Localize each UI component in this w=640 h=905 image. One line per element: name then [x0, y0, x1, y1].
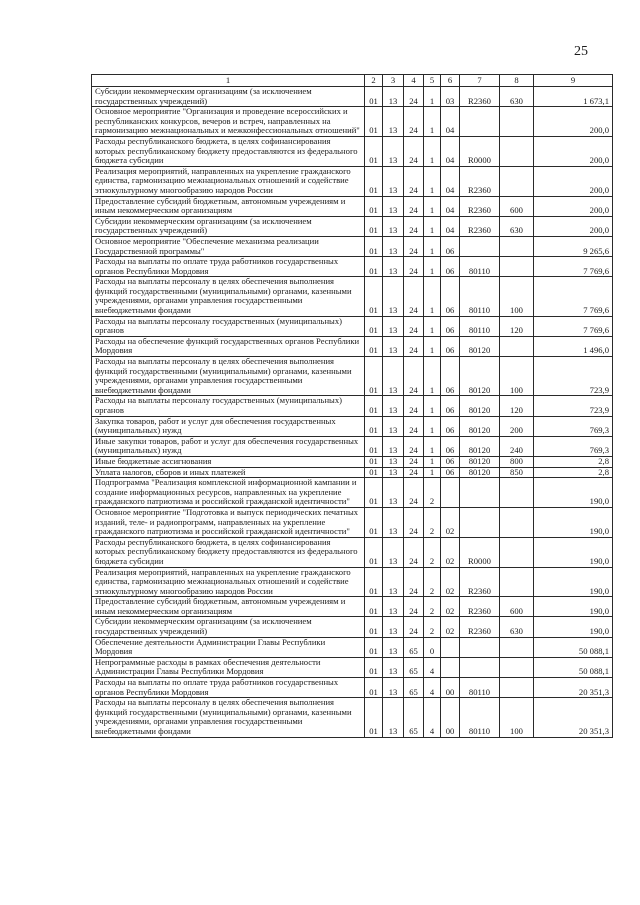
code-direction: R2360 — [460, 87, 500, 107]
table-row — [92, 87, 613, 107]
code-program: 24 — [404, 396, 424, 416]
code-section: 01 — [365, 597, 383, 617]
table-row — [92, 336, 613, 356]
code-program: 65 — [404, 678, 424, 698]
table-row — [92, 136, 613, 166]
table-row — [92, 698, 613, 737]
code-event: 03 — [441, 87, 460, 107]
code-subsection: 13 — [383, 657, 404, 677]
code-subprogram: 1 — [424, 216, 441, 236]
amount: 200,0 — [534, 107, 613, 137]
code-program: 24 — [404, 196, 424, 216]
header-cell: 5 — [424, 75, 441, 87]
amount: 7 769,6 — [534, 257, 613, 277]
amount: 1 673,1 — [534, 87, 613, 107]
code-direction: 80110 — [460, 698, 500, 737]
item-name: Закупка товаров, работ и услуг для обеспечения государственных (муниципальных) нужд — [92, 416, 365, 436]
code-direction: R2360 — [460, 567, 500, 597]
amount: 200,0 — [534, 216, 613, 236]
code-program: 24 — [404, 136, 424, 166]
header-cell: 6 — [441, 75, 460, 87]
item-name: Субсидии некоммерческим организациям (за исключением государственных учреждений) — [92, 87, 365, 107]
code-program: 24 — [404, 416, 424, 436]
code-subsection: 13 — [383, 436, 404, 456]
code-direction: 80110 — [460, 277, 500, 316]
amount: 2,8 — [534, 456, 613, 467]
code-subsection: 13 — [383, 316, 404, 336]
header-cell: 2 — [365, 75, 383, 87]
amount: 723,9 — [534, 357, 613, 396]
code-program: 24 — [404, 316, 424, 336]
code-program: 24 — [404, 478, 424, 508]
code-event: 02 — [441, 597, 460, 617]
code-expense-type: 800 — [500, 456, 534, 467]
code-subsection: 13 — [383, 166, 404, 196]
code-subsection: 13 — [383, 357, 404, 396]
code-program: 24 — [404, 257, 424, 277]
code-program: 24 — [404, 567, 424, 597]
code-program: 65 — [404, 698, 424, 737]
code-section: 01 — [365, 467, 383, 478]
table-row — [92, 567, 613, 597]
table-row — [92, 196, 613, 216]
item-name: Расходы республиканского бюджета, в целях софинансирования которых республиканскому бюджету предоставляются из федерального бюджета субсидии — [92, 136, 365, 166]
code-expense-type: 240 — [500, 436, 534, 456]
code-subsection: 13 — [383, 537, 404, 567]
code-event: 00 — [441, 698, 460, 737]
code-direction — [460, 657, 500, 677]
item-name: Реализация мероприятий, направленных на укрепление гражданского единства, гармонизацию межнациональных отношений и содействие этнокультурному многообразию народов России — [92, 166, 365, 196]
amount: 20 351,3 — [534, 678, 613, 698]
code-section: 01 — [365, 257, 383, 277]
amount: 190,0 — [534, 617, 613, 637]
code-subsection: 13 — [383, 107, 404, 137]
code-subprogram: 2 — [424, 567, 441, 597]
item-name: Основное мероприятие "Подготовка и выпуск периодических печатных изданий, теле- и радиопрограмм, направленных на укрепление гражданского патриотизма и российской гражданской идентичности" — [92, 507, 365, 537]
amount: 50 088,1 — [534, 657, 613, 677]
amount: 190,0 — [534, 507, 613, 537]
item-name: Расходы на выплаты персоналу в целях обеспечения выполнения функций государственными (муниципальными) органами, казенными учреждениями, органами управления государственными внебюджетными фондами — [92, 277, 365, 316]
table-row — [92, 597, 613, 617]
code-program: 24 — [404, 456, 424, 467]
code-subprogram: 2 — [424, 617, 441, 637]
code-program: 24 — [404, 277, 424, 316]
code-subprogram: 1 — [424, 336, 441, 356]
code-expense-type — [500, 336, 534, 356]
amount: 200,0 — [534, 196, 613, 216]
code-section: 01 — [365, 567, 383, 597]
code-expense-type: 630 — [500, 87, 534, 107]
table-row — [92, 637, 613, 657]
code-direction: R2360 — [460, 166, 500, 196]
code-subsection: 13 — [383, 277, 404, 316]
code-subsection: 13 — [383, 567, 404, 597]
code-program: 24 — [404, 597, 424, 617]
code-expense-type: 600 — [500, 597, 534, 617]
code-expense-type: 100 — [500, 698, 534, 737]
item-name: Расходы на выплаты персоналу государственных (муниципальных) органов — [92, 316, 365, 336]
code-expense-type — [500, 257, 534, 277]
item-name: Непрограммные расходы в рамках обеспечения деятельности Администрации Главы Республики Мордовия — [92, 657, 365, 677]
code-direction: 80120 — [460, 436, 500, 456]
code-subprogram: 4 — [424, 678, 441, 698]
code-expense-type — [500, 567, 534, 597]
code-expense-type — [500, 678, 534, 698]
code-event: 04 — [441, 107, 460, 137]
code-direction: R0000 — [460, 136, 500, 166]
table-row — [92, 657, 613, 677]
amount: 190,0 — [534, 537, 613, 567]
item-name: Расходы на выплаты персоналу в целях обеспечения выполнения функций государственными (муниципальными) органами, казенными учреждениями, органами управления государственными внебюджетными фондами — [92, 698, 365, 737]
code-event: 02 — [441, 617, 460, 637]
code-event: 06 — [441, 357, 460, 396]
code-section: 01 — [365, 416, 383, 436]
code-section: 01 — [365, 617, 383, 637]
code-event: 02 — [441, 537, 460, 567]
code-subprogram: 2 — [424, 478, 441, 508]
code-direction: R2360 — [460, 597, 500, 617]
code-direction — [460, 107, 500, 137]
code-event: 02 — [441, 567, 460, 597]
code-event — [441, 478, 460, 508]
code-subprogram: 0 — [424, 637, 441, 657]
code-program: 24 — [404, 236, 424, 256]
code-section: 01 — [365, 657, 383, 677]
code-section: 01 — [365, 316, 383, 336]
code-subprogram: 1 — [424, 416, 441, 436]
code-section: 01 — [365, 537, 383, 567]
code-subsection: 13 — [383, 87, 404, 107]
code-subprogram: 2 — [424, 537, 441, 567]
code-subsection: 13 — [383, 456, 404, 467]
code-subsection: 13 — [383, 637, 404, 657]
amount: 7 769,6 — [534, 316, 613, 336]
code-section: 01 — [365, 698, 383, 737]
code-expense-type: 600 — [500, 196, 534, 216]
code-program: 65 — [404, 637, 424, 657]
code-subprogram: 4 — [424, 657, 441, 677]
table-row — [92, 216, 613, 236]
code-program: 24 — [404, 87, 424, 107]
item-name: Реализация мероприятий, направленных на укрепление гражданского единства, гармонизацию межнациональных отношений и содействие этнокультурному многообразию народов России — [92, 567, 365, 597]
table-row — [92, 478, 613, 508]
code-direction: 80120 — [460, 357, 500, 396]
code-direction: 80120 — [460, 467, 500, 478]
header-cell: 9 — [534, 75, 613, 87]
table-row — [92, 236, 613, 256]
table-row — [92, 537, 613, 567]
code-section: 01 — [365, 436, 383, 456]
code-subprogram: 1 — [424, 436, 441, 456]
amount: 190,0 — [534, 597, 613, 617]
code-direction: 80110 — [460, 257, 500, 277]
code-subsection: 13 — [383, 678, 404, 698]
code-subprogram: 1 — [424, 87, 441, 107]
code-event: 06 — [441, 396, 460, 416]
code-event: 06 — [441, 416, 460, 436]
code-program: 65 — [404, 657, 424, 677]
code-event — [441, 657, 460, 677]
item-name: Расходы на выплаты персоналу государственных (муниципальных) органов — [92, 396, 365, 416]
amount: 200,0 — [534, 136, 613, 166]
code-program: 24 — [404, 507, 424, 537]
code-event — [441, 637, 460, 657]
code-expense-type — [500, 478, 534, 508]
item-name: Расходы на выплаты по оплате труда работников государственных органов Республики Мордовия — [92, 678, 365, 698]
code-subprogram: 1 — [424, 456, 441, 467]
code-direction: 80110 — [460, 316, 500, 336]
code-direction: R2360 — [460, 196, 500, 216]
code-section: 01 — [365, 87, 383, 107]
code-event: 04 — [441, 216, 460, 236]
code-direction: R2360 — [460, 617, 500, 637]
table-row — [92, 467, 613, 478]
code-subsection: 13 — [383, 196, 404, 216]
code-subsection: 13 — [383, 236, 404, 256]
code-direction: 80120 — [460, 456, 500, 467]
code-expense-type: 100 — [500, 277, 534, 316]
code-section: 01 — [365, 216, 383, 236]
amount: 7 769,6 — [534, 277, 613, 316]
code-section: 01 — [365, 396, 383, 416]
code-subsection: 13 — [383, 416, 404, 436]
item-name: Расходы на обеспечение функций государственных органов Республики Мордовия — [92, 336, 365, 356]
code-subsection: 13 — [383, 507, 404, 537]
code-program: 24 — [404, 357, 424, 396]
code-section: 01 — [365, 678, 383, 698]
item-name: Подпрограмма "Реализация комплексной информационной кампании и создание информационных ресурсов, направленных на укрепление гражданского патриотизма и российской гражданской идентичности" — [92, 478, 365, 508]
table-row — [92, 456, 613, 467]
header-cell: 1 — [92, 75, 365, 87]
code-section: 01 — [365, 277, 383, 316]
item-name: Иные закупки товаров, работ и услуг для обеспечения государственных (муниципальных) нужд — [92, 436, 365, 456]
table-row — [92, 436, 613, 456]
code-subprogram: 1 — [424, 257, 441, 277]
item-name: Уплата налогов, сборов и иных платежей — [92, 467, 365, 478]
amount: 1 496,0 — [534, 336, 613, 356]
code-event: 04 — [441, 196, 460, 216]
code-subsection: 13 — [383, 617, 404, 637]
table-row — [92, 617, 613, 637]
budget-table — [91, 74, 613, 738]
code-direction: 80120 — [460, 336, 500, 356]
item-name: Субсидии некоммерческим организациям (за исключением государственных учреждений) — [92, 617, 365, 637]
code-subsection: 13 — [383, 136, 404, 166]
code-section: 01 — [365, 456, 383, 467]
header-row — [92, 75, 613, 87]
amount: 50 088,1 — [534, 637, 613, 657]
code-expense-type — [500, 107, 534, 137]
code-subprogram: 2 — [424, 507, 441, 537]
code-subsection: 13 — [383, 257, 404, 277]
code-subsection: 13 — [383, 467, 404, 478]
amount: 769,3 — [534, 416, 613, 436]
code-direction — [460, 637, 500, 657]
code-expense-type — [500, 637, 534, 657]
table-row — [92, 357, 613, 396]
code-section: 01 — [365, 336, 383, 356]
code-direction — [460, 507, 500, 537]
code-expense-type — [500, 166, 534, 196]
item-name: Предоставление субсидий бюджетным, автономным учреждениям и иным некоммерческим организациям — [92, 597, 365, 617]
amount: 2,8 — [534, 467, 613, 478]
code-expense-type: 120 — [500, 396, 534, 416]
code-expense-type — [500, 537, 534, 567]
code-subprogram: 1 — [424, 196, 441, 216]
code-expense-type — [500, 657, 534, 677]
header-cell: 4 — [404, 75, 424, 87]
amount: 20 351,3 — [534, 698, 613, 737]
code-event: 02 — [441, 507, 460, 537]
code-event: 06 — [441, 336, 460, 356]
code-event: 04 — [441, 166, 460, 196]
item-name: Предоставление субсидий бюджетным, автономным учреждениям и иным некоммерческим организациям — [92, 196, 365, 216]
header-cell: 8 — [500, 75, 534, 87]
code-subprogram: 1 — [424, 136, 441, 166]
item-name: Основное мероприятие "Обеспечение механизма реализации Государственной программы" — [92, 236, 365, 256]
code-subsection: 13 — [383, 336, 404, 356]
item-name: Основное мероприятие "Организация и проведение всероссийских и республиканских конкурсов, вечеров и встреч, направленных на гармонизацию межнациональных и межконфессиональных отношений" — [92, 107, 365, 137]
amount: 723,9 — [534, 396, 613, 416]
code-event: 06 — [441, 456, 460, 467]
amount: 190,0 — [534, 478, 613, 508]
amount: 200,0 — [534, 166, 613, 196]
code-expense-type: 200 — [500, 416, 534, 436]
code-section: 01 — [365, 478, 383, 508]
code-direction: R0000 — [460, 537, 500, 567]
code-expense-type: 850 — [500, 467, 534, 478]
code-direction: 80120 — [460, 416, 500, 436]
code-section: 01 — [365, 136, 383, 166]
code-subprogram: 1 — [424, 166, 441, 196]
code-program: 24 — [404, 537, 424, 567]
code-subsection: 13 — [383, 698, 404, 737]
code-event: 06 — [441, 277, 460, 316]
code-direction — [460, 236, 500, 256]
code-section: 01 — [365, 236, 383, 256]
table-row — [92, 678, 613, 698]
code-program: 24 — [404, 617, 424, 637]
code-expense-type — [500, 136, 534, 166]
code-section: 01 — [365, 637, 383, 657]
code-direction: R2360 — [460, 216, 500, 236]
code-event: 06 — [441, 257, 460, 277]
code-event: 00 — [441, 678, 460, 698]
code-event: 04 — [441, 136, 460, 166]
table-row — [92, 416, 613, 436]
item-name: Расходы республиканского бюджета, в целях софинансирования которых республиканскому бюджету предоставляются из федерального бюджета субсидии — [92, 537, 365, 567]
code-section: 01 — [365, 507, 383, 537]
code-expense-type — [500, 236, 534, 256]
code-subprogram: 1 — [424, 316, 441, 336]
header-cell: 7 — [460, 75, 500, 87]
code-program: 24 — [404, 216, 424, 236]
code-program: 24 — [404, 436, 424, 456]
code-expense-type: 630 — [500, 617, 534, 637]
header-cell: 3 — [383, 75, 404, 87]
table-row — [92, 257, 613, 277]
code-event: 06 — [441, 316, 460, 336]
amount: 9 265,6 — [534, 236, 613, 256]
item-name: Расходы на выплаты персоналу в целях обеспечения выполнения функций государственными (муниципальными) органами, казенными учреждениями, органами управления государственными внебюджетными фондами — [92, 357, 365, 396]
code-direction: 80110 — [460, 678, 500, 698]
code-subprogram: 1 — [424, 467, 441, 478]
code-subsection: 13 — [383, 216, 404, 236]
code-expense-type — [500, 507, 534, 537]
item-name: Субсидии некоммерческим организациям (за исключением государственных учреждений) — [92, 216, 365, 236]
code-program: 24 — [404, 107, 424, 137]
item-name: Расходы на выплаты по оплате труда работников государственных органов Республики Мордовия — [92, 257, 365, 277]
code-event: 06 — [441, 236, 460, 256]
code-subprogram: 2 — [424, 597, 441, 617]
code-program: 24 — [404, 467, 424, 478]
item-name: Иные бюджетные ассигнования — [92, 456, 365, 467]
table-row — [92, 316, 613, 336]
table-row — [92, 507, 613, 537]
table-body — [92, 87, 613, 738]
page-number: 25 — [574, 44, 588, 59]
code-subprogram: 1 — [424, 236, 441, 256]
table-row — [92, 107, 613, 137]
code-section: 01 — [365, 357, 383, 396]
code-direction — [460, 478, 500, 508]
item-name: Обеспечение деятельности Администрации Главы Республики Мордовия — [92, 637, 365, 657]
code-section: 01 — [365, 107, 383, 137]
code-subprogram: 1 — [424, 396, 441, 416]
code-expense-type: 630 — [500, 216, 534, 236]
code-direction: 80120 — [460, 396, 500, 416]
code-section: 01 — [365, 196, 383, 216]
code-expense-type: 100 — [500, 357, 534, 396]
code-subprogram: 1 — [424, 277, 441, 316]
code-program: 24 — [404, 166, 424, 196]
code-subprogram: 1 — [424, 357, 441, 396]
amount: 769,3 — [534, 436, 613, 456]
amount: 190,0 — [534, 567, 613, 597]
table-row — [92, 277, 613, 316]
code-event: 06 — [441, 467, 460, 478]
code-expense-type: 120 — [500, 316, 534, 336]
code-subsection: 13 — [383, 396, 404, 416]
code-section: 01 — [365, 166, 383, 196]
code-subsection: 13 — [383, 597, 404, 617]
table-row — [92, 166, 613, 196]
table-row — [92, 396, 613, 416]
code-event: 06 — [441, 436, 460, 456]
code-subprogram: 4 — [424, 698, 441, 737]
code-subprogram: 1 — [424, 107, 441, 137]
code-subsection: 13 — [383, 478, 404, 508]
code-program: 24 — [404, 336, 424, 356]
